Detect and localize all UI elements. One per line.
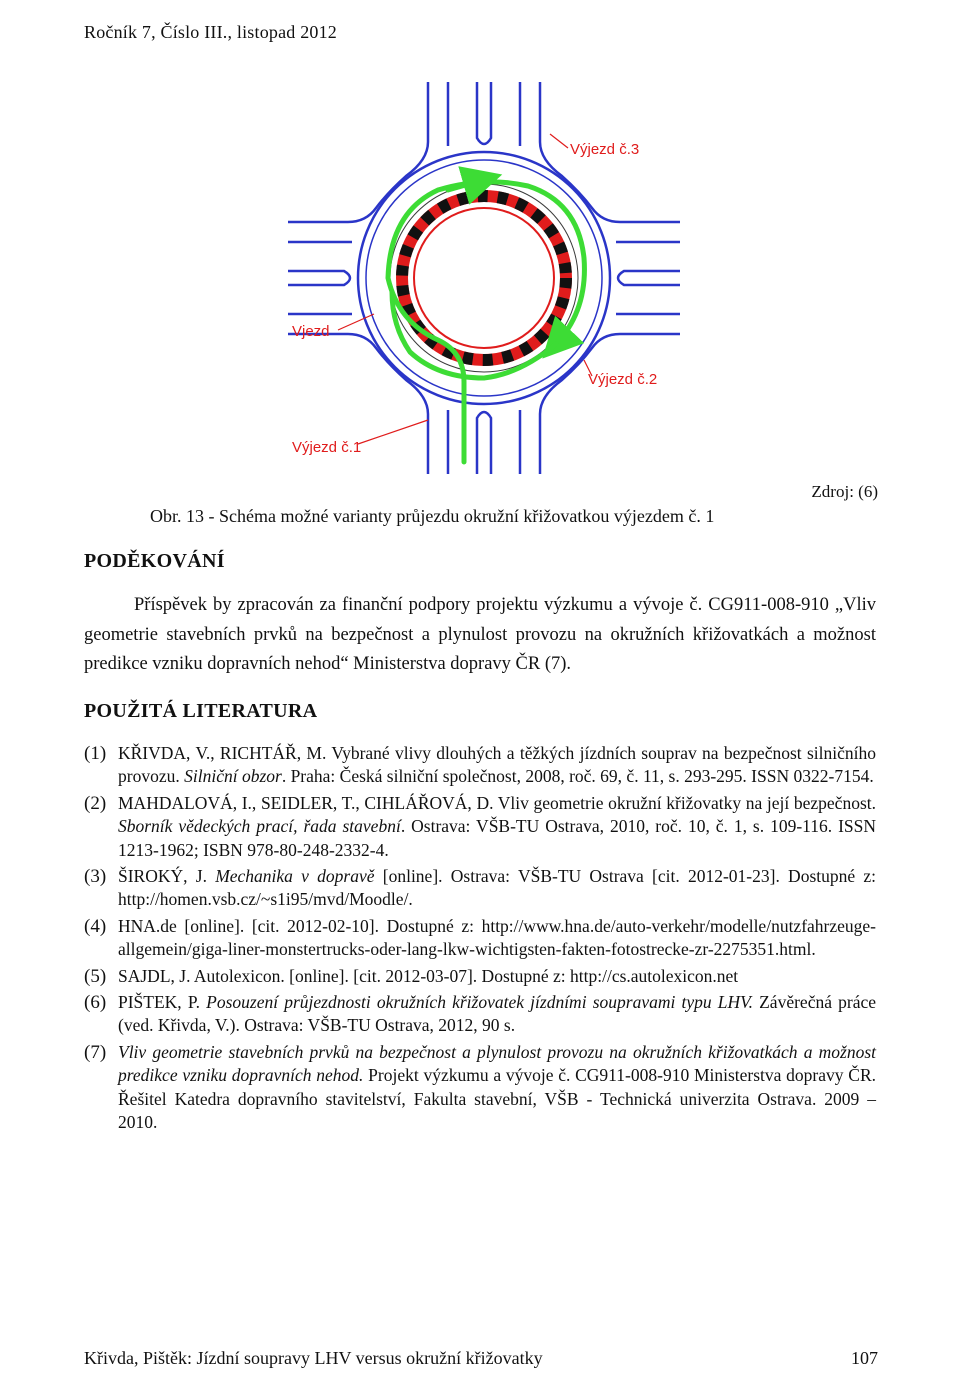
roundabout-svg xyxy=(288,82,680,474)
reference-text: SAJDL, J. Autolexicon. [online]. [cit. 2012-03-07]. Dostupné z: http://cs.autolexicon.net xyxy=(118,965,739,986)
page-number: 107 xyxy=(851,1348,878,1368)
reference-number: (7) xyxy=(84,1041,107,1063)
label-exit3: Výjezd č.3 xyxy=(570,141,640,158)
reference-text: KŘIVDA, V., RICHTÁŘ, M. Vybrané vlivy dlouhých a těžkých jízdních souprav na bezpečnost silničního provozu. Silniční obzor. Praha: Česká silniční společnost, 2008, roč. 69, č. 11, s. 293-295. ISSN 0322-7154. xyxy=(118,743,876,787)
reference-number: (3) xyxy=(84,866,107,888)
figure-caption: Obr. 13 - Schéma možné varianty průjezdu okružní křižovatkou výjezdem č. 1 xyxy=(150,506,715,526)
reference-number: (4) xyxy=(84,915,107,937)
acknowledgement-heading: PODĚKOVÁNÍ xyxy=(84,550,225,572)
footer-authors-title: Křivda, Pištěk: Jízdní soupravy LHV versus okružní křižovatky xyxy=(84,1348,543,1368)
reference-list xyxy=(84,742,876,1138)
reference-item xyxy=(84,865,876,912)
literature-heading: POUŽITÁ LITERATURA xyxy=(84,700,318,722)
roundabout-diagram xyxy=(288,82,680,474)
reference-text: MAHDALOVÁ, I., SEIDLER, T., CIHLÁŘOVÁ, D. Vliv geometrie okružní křižovatky na její bezpečnost. Sborník vědeckých prací, řada stavební. Ostrava: VŠB-TU Ostrava, 2010, roč. 10, č. 1, s. 109-116. ISSN 1213-1962; ISBN 978-80-248-2332-4. xyxy=(118,792,876,860)
reference-text: PIŠTEK, P. Posouzení průjezdnosti okružních křižovatek jízdními soupravami typu LHV. Závěrečná práce (ved. Křivda, V.). Ostrava: VŠB-TU Ostrava, 2012, 90 s. xyxy=(118,992,877,1036)
figure-source: Zdroj: (6) xyxy=(811,482,878,501)
label-entry: Vjezd xyxy=(292,323,330,340)
reference-item xyxy=(84,965,876,988)
reference-item xyxy=(84,1041,876,1135)
reference-text: Vliv geometrie stavebních prvků na bezpečnost a plynulost provozu na okružních křižovatkách a možnost predikce vzniku dopravních nehod. Projekt výzkumu a vývoje č. CG911-008-910 Ministerstva dopravy ČR. Řešitel Katedra dopravního stavitelství, Fakulta stavební, VŠB - Technická univerzita Ostrava. 2009 – 2010. xyxy=(118,1041,876,1133)
acknowledgement-text: Příspěvek by zpracován za finanční podpory projektu výzkumu a vývoje č. CG911-008-910 „Vliv geometrie stavebních prvků na bezpečnost a plynulost provozu na okružních křižovatkách a možnost predikce vzniku dopravních nehod“ Ministerstva dopravy ČR (7). xyxy=(84,595,876,674)
reference-text: HNA.de [online]. [cit. 2012-02-10]. Dostupné z: http://www.hna.de/auto-verkehr/modelle/nutzfahrzeuge-allgemein/giga-liner-monstertrucks-oder-lang-lkw-wichtigsten-fakten-fotostrecke-zr-2275351.html. xyxy=(118,915,876,960)
running-header: Ročník 7, Číslo III., listopad 2012 xyxy=(84,22,337,42)
reference-text: ŠIROKÝ, J. Mechanika v dopravě [online]. Ostrava: VŠB-TU Ostrava [cit. 2012-01-23]. Dostupné z: http://homen.vsb.cz/~s1i95/mvd/Moodle/. xyxy=(118,866,877,910)
page-footer xyxy=(84,1348,878,1369)
label-exit1: Výjezd č.1 xyxy=(292,439,362,456)
reference-item xyxy=(84,991,876,1038)
reference-number: (2) xyxy=(84,792,107,814)
label-exit2: Výjezd č.2 xyxy=(588,371,658,388)
acknowledgement-paragraph xyxy=(84,591,876,680)
reference-number: (5) xyxy=(84,965,107,987)
reference-item xyxy=(84,915,876,962)
reference-item xyxy=(84,792,876,862)
reference-item xyxy=(84,742,876,789)
reference-number: (6) xyxy=(84,992,107,1014)
reference-number: (1) xyxy=(84,743,107,764)
